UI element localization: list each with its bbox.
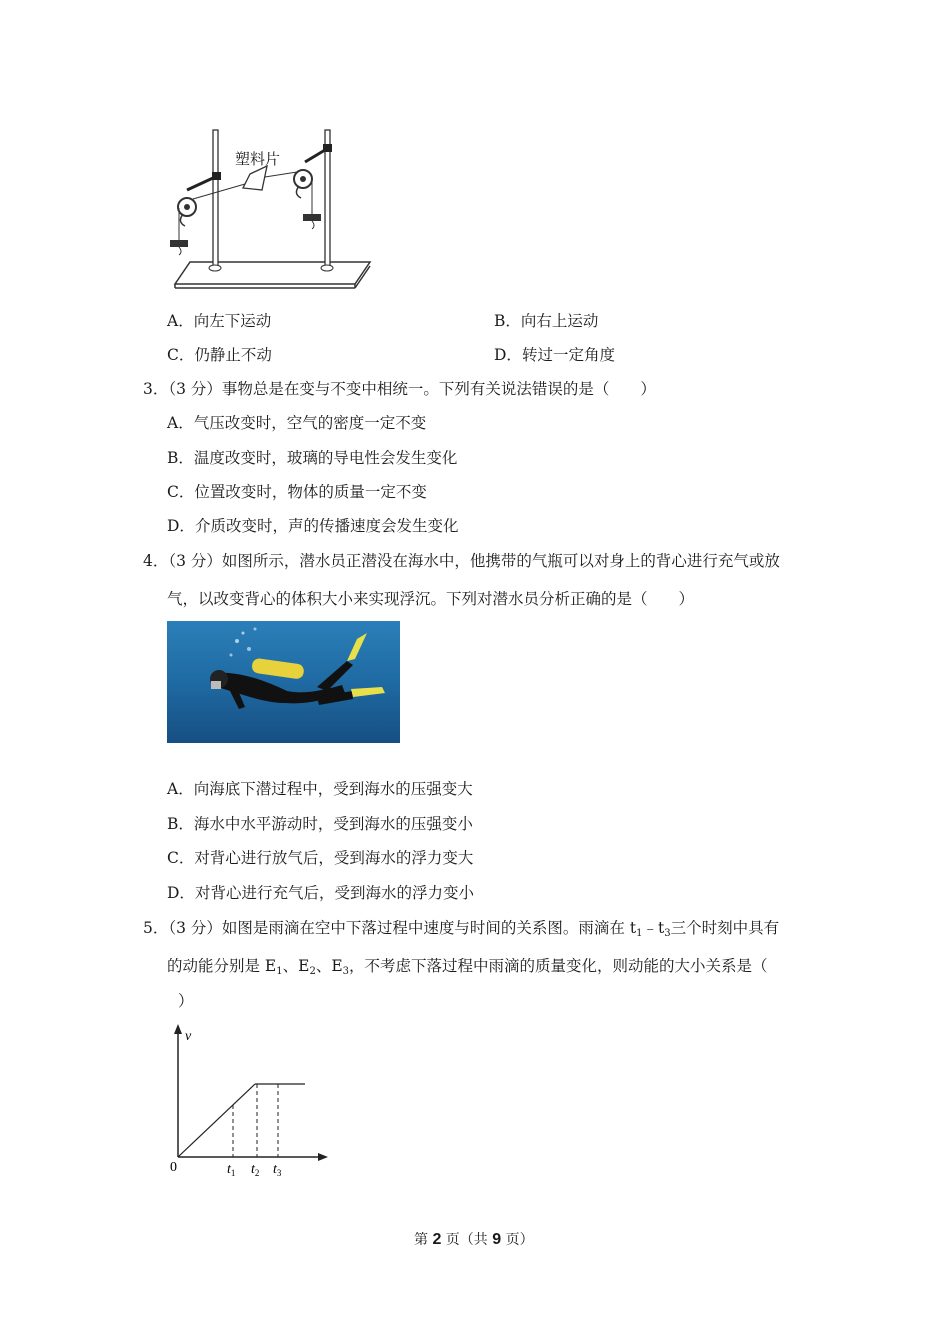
option-letter: A． (167, 312, 194, 330)
option-letter: B． (167, 815, 194, 833)
option-letter: A． (167, 780, 194, 798)
q5-stem-line3: ） (178, 992, 194, 1010)
option-text: 对背心进行放气后，受到海水的浮力变大 (194, 849, 474, 867)
velocity-line-rising (178, 1084, 255, 1157)
y-axis-arrow (174, 1024, 182, 1034)
velocity-time-graph (160, 1020, 335, 1180)
q4-option-a[interactable] (167, 779, 473, 799)
q3-stem: 3．（3 分）事物总是在变与不变中相统一。下列有关说法错误的是（ ） (143, 380, 656, 398)
option-text: 向左下运动 (193, 312, 272, 330)
question-number: 4． (143, 552, 169, 570)
t1-label: $t_1$ (227, 1162, 236, 1178)
q4-option-b[interactable] (167, 814, 473, 834)
q4-stem-line2: 气，以改变背心的体积大小来实现浮沉。下列对潜水员分析正确的是（ ） (167, 590, 695, 608)
t2-label: $t_2$ (251, 1162, 260, 1178)
q4-stem-line1: 4．（3 分）如图所示，潜水员正潜没在海水中，他携带的气瓶可以对身上的背心进行充气或放 (143, 552, 780, 570)
question-number: 5． (143, 919, 169, 937)
q2-option-b[interactable] (494, 311, 598, 331)
q2-option-c[interactable] (167, 345, 272, 365)
x-axis-arrow (318, 1153, 328, 1161)
q2-option-a[interactable] (167, 311, 271, 331)
q3-option-d[interactable] (167, 516, 458, 536)
option-text: 温度改变时，玻璃的导电性会发生变化 (193, 449, 458, 467)
q3-option-c[interactable] (167, 482, 427, 502)
page-footer: 第 2 页（共 9 页） (414, 1231, 534, 1248)
option-letter: D． (167, 517, 195, 535)
option-letter: C． (167, 483, 195, 501)
page-number: 2 (432, 1231, 442, 1248)
option-text: 向海底下潜过程中，受到海水的压强变大 (193, 780, 473, 798)
option-letter: A． (167, 414, 194, 432)
option-letter: C． (167, 849, 195, 867)
q5-stem-line1: 5．（3 分）如图是雨滴在空中下落过程中速度与时间的关系图。雨滴在 $t_1﹣t_3$三个时刻中具有 (143, 919, 780, 939)
option-letter: D． (167, 884, 195, 902)
option-letter: D． (494, 346, 522, 364)
option-text: 转过一定角度 (521, 346, 615, 364)
q2-option-d[interactable] (494, 345, 615, 365)
plastic-card-label: 塑料片 (235, 150, 281, 168)
t3-label: $t_3$ (273, 1162, 282, 1178)
origin-label: 0 (170, 1160, 177, 1175)
y-axis-label: v (185, 1029, 192, 1044)
option-letter: B． (494, 312, 521, 330)
question-number: 3． (143, 380, 169, 398)
option-letter: B． (167, 449, 194, 467)
diver-photo (167, 621, 400, 743)
q4-option-c[interactable] (167, 848, 473, 868)
option-text: 位置改变时，物体的质量一定不变 (194, 483, 427, 501)
q4-option-d[interactable] (167, 883, 474, 903)
q3-option-b[interactable] (167, 448, 457, 468)
q5-stem-line2: 的动能分别是 $E_1$、$E_2$、$E_3$，不考虑下落过程中雨滴的质量变化，则动能的大小关系是（ (167, 957, 768, 977)
page-total: 9 (492, 1231, 502, 1248)
option-text: 气压改变时，空气的密度一定不变 (193, 414, 427, 432)
q3-option-a[interactable] (167, 413, 426, 433)
option-text: 介质改变时，声的传播速度会发生变化 (194, 517, 459, 535)
option-text: 对背心进行充气后，受到海水的浮力变小 (194, 884, 474, 902)
option-text: 向右上运动 (520, 312, 599, 330)
option-text: 海水中水平游动时，受到海水的压强变小 (193, 815, 473, 833)
option-letter: C． (167, 346, 195, 364)
option-text: 仍静止不动 (194, 346, 272, 364)
